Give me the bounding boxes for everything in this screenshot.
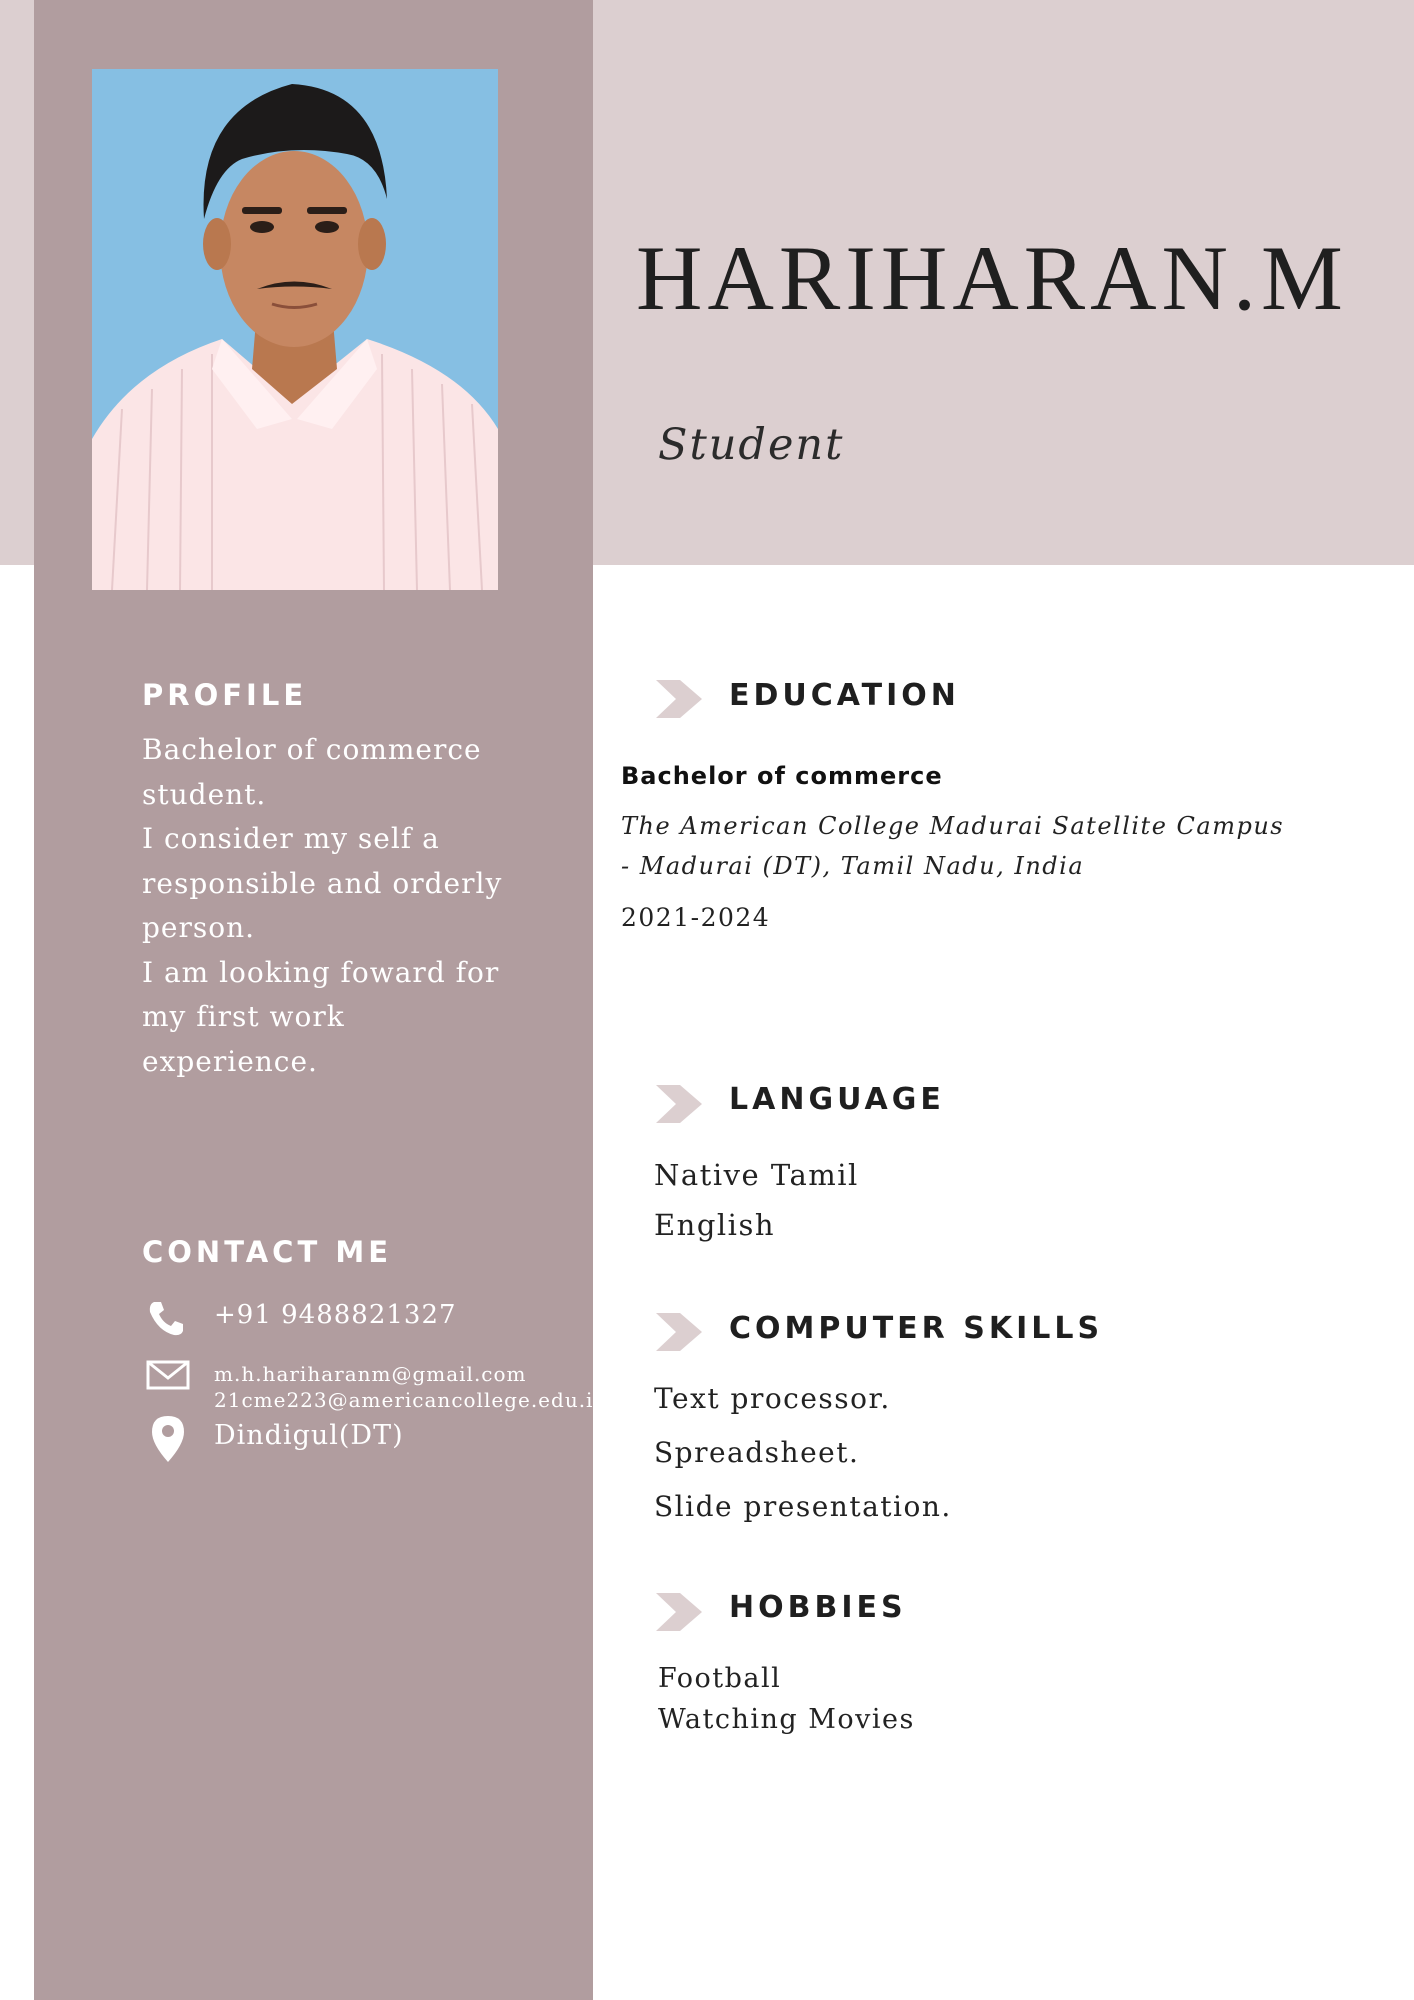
language-item: English <box>654 1208 776 1242</box>
person-role: Student <box>658 420 845 470</box>
skills-arrow-icon <box>656 1313 702 1351</box>
institution-line: The American College Madurai Satellite Campus <box>621 812 1285 840</box>
skill-item: Text processor. <box>654 1382 891 1415</box>
education-arrow-icon <box>656 680 702 718</box>
contact-heading: CONTACT ME <box>142 1235 393 1269</box>
hobbies-heading: HOBBIES <box>729 1590 907 1625</box>
email-primary: m.h.hariharanm@gmail.com <box>214 1362 527 1386</box>
language-list <box>654 1150 859 1250</box>
profile-line: person. <box>142 911 256 944</box>
education-years: 2021-2024 <box>621 903 771 932</box>
profile-line: I am looking foward for <box>142 955 500 989</box>
computer-skills-heading: COMPUTER SKILLS <box>729 1311 1104 1346</box>
location-text: Dindigul(DT) <box>214 1420 404 1451</box>
location-pin-icon <box>152 1416 184 1466</box>
profile-line: I consider my self a <box>142 822 440 855</box>
profile-line: my first work <box>142 1000 345 1033</box>
profile-heading: PROFILE <box>142 678 308 712</box>
institution-line: - Madurai (DT), Tamil Nadu, India <box>621 852 1085 880</box>
phone-icon <box>146 1298 186 1342</box>
education-degree: Bachelor of commerce <box>621 762 943 790</box>
profile-line: experience. <box>142 1044 318 1078</box>
language-arrow-icon <box>656 1085 702 1123</box>
profile-line: Bachelor of commerce <box>142 733 482 766</box>
profile-photo <box>92 69 498 590</box>
education-institution <box>621 806 1341 886</box>
education-heading: EDUCATION <box>729 678 960 713</box>
hobbies-arrow-icon <box>656 1593 702 1631</box>
computer-skills-list <box>654 1372 952 1534</box>
skill-item: Spreadsheet. <box>654 1436 860 1469</box>
profile-line: student. <box>142 777 267 811</box>
hobby-item: Football <box>658 1663 782 1694</box>
profile-line: responsible and orderly <box>142 866 503 900</box>
mail-icon <box>146 1360 190 1394</box>
email-secondary: 21cme223@americancollege.edu.in <box>214 1388 608 1412</box>
skill-item: Slide presentation. <box>654 1490 952 1523</box>
phone-number: +91 9488821327 <box>214 1300 457 1330</box>
language-heading: LANGUAGE <box>729 1082 945 1117</box>
hobby-item: Watching Movies <box>658 1704 915 1735</box>
profile-text <box>142 728 572 1084</box>
language-item: Native Tamil <box>654 1158 859 1192</box>
hobbies-list <box>658 1658 915 1740</box>
person-name: HARIHARAN.M <box>636 227 1348 329</box>
